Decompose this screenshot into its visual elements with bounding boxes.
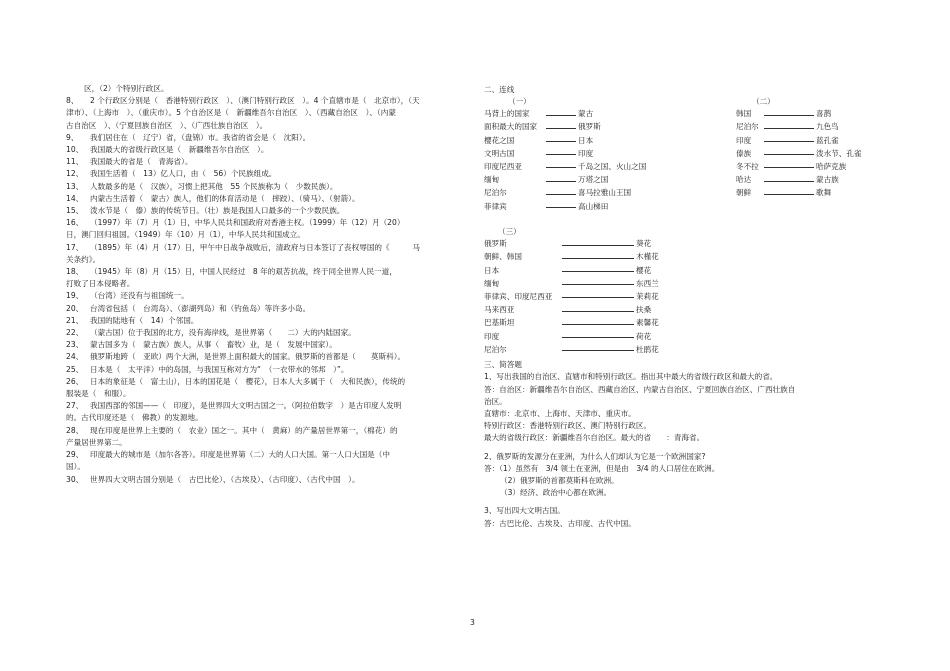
question-line: （1997）年（7）月（1）日，中华人民共和国政府对香港主权。（1999）年（12）月（20） [90, 218, 405, 228]
match-row [484, 291, 704, 304]
match-right-term: 高山梯田 [578, 201, 609, 211]
match-row [484, 174, 684, 187]
question-line: （1895）年（4）月（17）日，甲午中日战争战败后，清政府与日本签订了丧权辱国的《 马 [90, 242, 420, 252]
question-line: 产量居世界第二。 [66, 437, 127, 447]
question-item [66, 303, 466, 315]
question-line: 我国生活着（ 13）亿人口，由（ 56）个民族组成。 [90, 169, 277, 179]
match-row [484, 161, 684, 174]
question-item [66, 217, 466, 241]
match-row [484, 187, 684, 200]
match-left-term: 印度尼西亚 [484, 161, 522, 171]
match-row [736, 161, 886, 174]
connecting-line [562, 297, 634, 298]
match-left-term: 印度 [736, 135, 752, 145]
group-headers [484, 96, 884, 108]
match-left-term: 哈达 [736, 175, 752, 185]
question-line: 津市）、（上海市 ）、（重庆市）。5 个自治区是（ 新疆维吾尔自治区 ）、（西藏自治区 ）、（内蒙 [66, 108, 396, 118]
question-line: 打败了日本侵略者。 [66, 279, 135, 289]
match-left-term: 菲律宾、印度尼西亚 [484, 291, 553, 301]
question-list [66, 95, 466, 486]
match-row [736, 187, 886, 200]
match-row [484, 148, 684, 161]
question-number: 28、 [66, 425, 84, 435]
match-right-term: 杜鹃花 [636, 344, 659, 354]
match-left-term: 缅甸 [484, 278, 500, 288]
match-row [484, 304, 704, 317]
matching-area-top [484, 108, 884, 226]
question-item [66, 449, 466, 473]
group3-label: （三） [498, 227, 521, 237]
match-group-2 [736, 108, 886, 200]
connecting-line [562, 337, 634, 338]
answer-line: （3）经济、政治中心都在欧洲。 [500, 488, 612, 498]
section2-title: 二、连线 [484, 85, 515, 94]
match-row [736, 148, 886, 161]
question-number: 15、 [66, 206, 84, 216]
group1-label: （一） [508, 97, 531, 107]
connecting-line [764, 181, 814, 182]
match-row [484, 344, 704, 357]
question-number: 8、 [66, 96, 79, 106]
question-number: 13、 [66, 181, 84, 191]
question-line: 泼水节是（ 傣）族的传统节日。（壮）族是我国人口最多的一个少数民族。 [90, 206, 345, 216]
connecting-line [562, 311, 634, 312]
connecting-line [562, 245, 634, 246]
match-row [736, 121, 886, 134]
connecting-line [764, 128, 814, 129]
match-left-term: 文明古国 [484, 148, 515, 158]
match-row [484, 278, 704, 291]
question-number: 20、 [66, 303, 84, 313]
q2-question: 2、俄罗斯的发源分在亚洲，为什么人们却认为它是一个欧洲国家? [484, 451, 706, 461]
match-right-term: 俄罗斯 [578, 122, 601, 132]
page-number: 3 [470, 618, 475, 627]
question-item [66, 266, 466, 290]
match-right-term: 东西兰 [636, 278, 659, 288]
q2-answer-first: 答：（1）虽然有 3/4 领土在亚洲，但是由 3/4 的人口居住在欧洲。 [484, 463, 720, 473]
question-item [66, 144, 466, 156]
question-line: 的。古代印度还是（ 佛教）的发源地。 [66, 413, 203, 423]
left-column [66, 83, 466, 486]
question-line: 服装是（ 和服）。 [66, 389, 131, 399]
match-right-term: 千岛之国、火山之国 [578, 161, 647, 171]
question-item [66, 400, 466, 424]
match-row [484, 108, 684, 121]
match-left-term: 朝鲜 [736, 188, 752, 198]
question-line: 俄罗斯地跨（ 亚欧）两个大洲，是世界上面积最大的国家。俄罗斯的首都是（ 莫斯科）。 [90, 352, 406, 362]
connecting-line [546, 154, 576, 155]
connecting-line [562, 271, 634, 272]
connecting-line [562, 284, 634, 285]
question-item [66, 193, 466, 205]
match-right-term: 印度 [578, 148, 594, 158]
match-left-term: 韩国 [736, 109, 752, 119]
question-line: 我国最大的省是（ 青海省）。 [90, 157, 193, 167]
intro-line: 区，（2）个特别行政区。 [84, 84, 169, 93]
question-line: （台湾）还没有与祖国统一。 [90, 291, 189, 301]
question-item [66, 156, 466, 168]
answer-line: 直辖市：北京市、上海市、天津市、重庆市。 [484, 409, 636, 419]
connecting-line [764, 115, 814, 116]
answer-line: 治区。 [484, 396, 507, 406]
q3-question: 3、写出四大文明古国。 [484, 506, 565, 516]
match-left-term: 马背上的国家 [484, 109, 530, 119]
match-right-term: 葵花 [636, 239, 652, 249]
match-right-term: 茉莉花 [636, 291, 659, 301]
question-line: 印度最大的城市是（加尔各答）。印度是世界第（二）大的人口大国。第一人口大国是（中 [90, 450, 390, 460]
question-line: 人数最多的是（ 汉族），习惯上把其他 55 个民族称为（ 少数民族）。 [90, 181, 338, 191]
question-line: 世界四大文明古国分别是（ 古巴比伦）、（古埃及）、（古印度）、（古代中国 ）。 [90, 474, 360, 484]
match-left-term: 傣族 [736, 148, 752, 158]
match-left-term: 樱花之国 [484, 135, 515, 145]
match-row [484, 121, 684, 134]
match-group-1 [484, 108, 684, 214]
question-number: 9、 [66, 132, 79, 142]
question-number: 14、 [66, 193, 84, 203]
match-right-term: 喜马拉雅山王国 [578, 188, 632, 198]
question-item [66, 376, 466, 400]
question-number: 19、 [66, 291, 84, 301]
match-right-term: 泼水节、孔雀 [816, 148, 862, 158]
connecting-line [546, 181, 576, 182]
match-right-term: 樱花 [636, 265, 652, 275]
match-left-term: 面积最大的国家 [484, 122, 538, 132]
question-line: 内蒙古生活着（ 蒙古）族人，他们的体育活动是（ 摔跤）、（骑马）、（射箭）。 [90, 193, 360, 203]
question-line: 2 个行政区分别是（ 香港特别行政区 ）、（澳门特别行政区 ）。4 个直辖市是（ 北京市），（天 [90, 96, 420, 106]
match-left-term: 尼泊尔 [736, 122, 759, 132]
match-row [484, 317, 704, 330]
connecting-line [546, 141, 576, 142]
match-row [484, 238, 704, 251]
connecting-line [764, 194, 814, 195]
q2-answer [484, 475, 884, 499]
question-line: 我国的陆地有（ 14）个邻国。 [90, 315, 199, 325]
connecting-line [546, 115, 576, 116]
question-line: 古自治区 ）、（宁夏回族自治区 ）、（广西壮族自治区 ）。 [66, 120, 268, 130]
match-row [484, 135, 684, 148]
match-left-term: 缅甸 [484, 175, 500, 185]
question-item [66, 474, 466, 486]
match-left-term: 俄罗斯 [484, 239, 507, 249]
question-line: 蒙古国多为（ 蒙古族）族人，从事（ 畜牧）业，是（ 发展中国家）。 [90, 340, 337, 350]
match-row [484, 201, 684, 214]
match-left-term: 印度 [484, 331, 500, 341]
match-right-term: 蒙古 [578, 109, 594, 119]
question-item [66, 351, 466, 363]
match-row [484, 265, 704, 278]
question-item [66, 205, 466, 217]
section3-title: 三、简答题 [484, 360, 522, 370]
question-line: 国）。 [66, 462, 85, 472]
question-line: 现在印度是世界上主要的（ 农业）国之一。其中（ 黄麻）的产量居世界第一，（棉花）的 [90, 425, 398, 435]
match-right-term: 荷花 [636, 331, 652, 341]
question-item [66, 290, 466, 302]
match-left-term: 马来西亚 [484, 305, 515, 315]
question-item [66, 132, 466, 144]
connecting-line [546, 207, 576, 208]
match-row [736, 174, 886, 187]
question-line: 日，澳门回归祖国。（1949）年（10）月（1），中华人民共和国成立。 [66, 230, 305, 240]
question-item [66, 315, 466, 327]
match-row [484, 251, 704, 264]
question-line: 台湾省包括（ 台湾岛）、（澎湖列岛）和（钓鱼岛）等许多小岛。 [90, 303, 311, 313]
question-line: 日本的象征是（ 富士山），日本的国花是（ 樱花），日本人大多属于（ 大和民族），传统的 [90, 376, 406, 386]
match-right-term: 万塔之国 [578, 175, 609, 185]
question-item [66, 425, 466, 449]
match-right-term: 素馨花 [636, 318, 659, 328]
match-right-term: 蒙古族 [816, 175, 839, 185]
match-right-term: 扶桑 [636, 305, 652, 315]
matching-area-bottom [484, 238, 884, 358]
answer-line: 特别行政区：香港特别行政区、澳门特别行政区。 [484, 421, 652, 431]
question-item [66, 339, 466, 351]
question-line: 关条约》。 [66, 254, 101, 264]
question-number: 29、 [66, 450, 84, 460]
connecting-line [764, 141, 814, 142]
question-number: 22、 [66, 328, 84, 338]
question-item [66, 168, 466, 180]
question-number: 17、 [66, 242, 84, 252]
match-right-term: 歌舞 [816, 188, 832, 198]
connecting-line [562, 258, 634, 259]
connecting-line [562, 324, 634, 325]
question-line: 我国最大的省级行政区是（ 新疆维吾尔自治区 ）。 [90, 145, 269, 155]
question-number: 10、 [66, 145, 84, 155]
connecting-line [546, 128, 576, 129]
match-right-term: 喜鹊 [816, 109, 832, 119]
match-left-term: 日本 [484, 265, 500, 275]
question-item [66, 327, 466, 339]
match-row [736, 135, 886, 148]
right-column [484, 83, 884, 530]
answer-line: 答：自治区：新疆维吾尔自治区、西藏自治区、内蒙古自治区、宁夏回族自治区、广西壮族自 [484, 384, 796, 394]
match-left-term: 巴基斯坦 [484, 318, 515, 328]
match-left-term: 冬不拉 [736, 161, 759, 171]
question-item [66, 364, 466, 376]
question-item [66, 95, 466, 132]
question-line: 日本是（ 太平洋）中的岛国，与我国互称对方为“ （一衣带水的邻邦 ）”。 [90, 364, 349, 374]
question-line: （1945）年（8）月（15）日，中国人民经过 8 年的艰苦抗战，终于同全世界人民一道， [90, 267, 397, 277]
match-right-term: 蓝孔雀 [816, 135, 839, 145]
q3-answer: 答：古巴比伦、古埃及、古印度、古代中国。 [484, 518, 636, 528]
question-number: 21、 [66, 315, 84, 325]
match-right-term: 木槿花 [636, 252, 659, 262]
question-line: （蒙古国）位于我国的北方，没有海岸线，是世界第（ 二）大的内陆国家。 [90, 328, 356, 338]
question-item [66, 181, 466, 193]
question-number: 25、 [66, 364, 84, 374]
match-left-term: 尼泊尔 [484, 344, 507, 354]
match-right-term: 九色鸟 [816, 122, 839, 132]
match-row [484, 331, 704, 344]
match-row [736, 108, 886, 121]
connecting-line [764, 167, 814, 168]
question-item [66, 242, 466, 266]
match-left-term: 尼泊尔 [484, 188, 507, 198]
question-line: 我国西部的邻国——（ 印度），是世界四大文明古国之一。（阿拉伯数字 ）是古印度人发明 [90, 401, 402, 411]
connecting-line [546, 167, 576, 168]
question-number: 30、 [66, 474, 84, 484]
group2-label: （二） [752, 97, 775, 107]
match-left-term: 朝鲜、韩国 [484, 252, 522, 262]
question-number: 24、 [66, 352, 84, 362]
question-number: 27、 [66, 401, 84, 411]
answer-line: （2）俄罗斯的首都莫斯科在欧洲。 [500, 476, 619, 486]
match-right-term: 哈萨克族 [816, 161, 847, 171]
question-number: 11、 [66, 157, 84, 167]
q1-question: 1、写出我国的自治区、直辖市和特别行政区。指出其中最大的省级行政区和最大的省。 [484, 372, 778, 382]
question-number: 12、 [66, 169, 84, 179]
connecting-line [562, 350, 634, 351]
match-right-term: 日本 [578, 135, 594, 145]
question-number: 16、 [66, 218, 84, 228]
question-number: 26、 [66, 376, 84, 386]
question-line: 我们居住在（ 辽宁）省，（盘锦）市。我省的省会是（ 沈阳）。 [90, 132, 311, 142]
match-group-3 [484, 238, 704, 357]
match-left-term: 菲律宾 [484, 201, 507, 211]
group3-header [484, 226, 884, 238]
question-number: 18、 [66, 267, 84, 277]
connecting-line [546, 194, 576, 195]
q1-answer [484, 384, 884, 445]
answer-line: 最大的省级行政区：新疆维吾尔自治区。最大的省 ：青海省。 [484, 433, 705, 443]
question-number: 23、 [66, 340, 84, 350]
connecting-line [764, 154, 814, 155]
